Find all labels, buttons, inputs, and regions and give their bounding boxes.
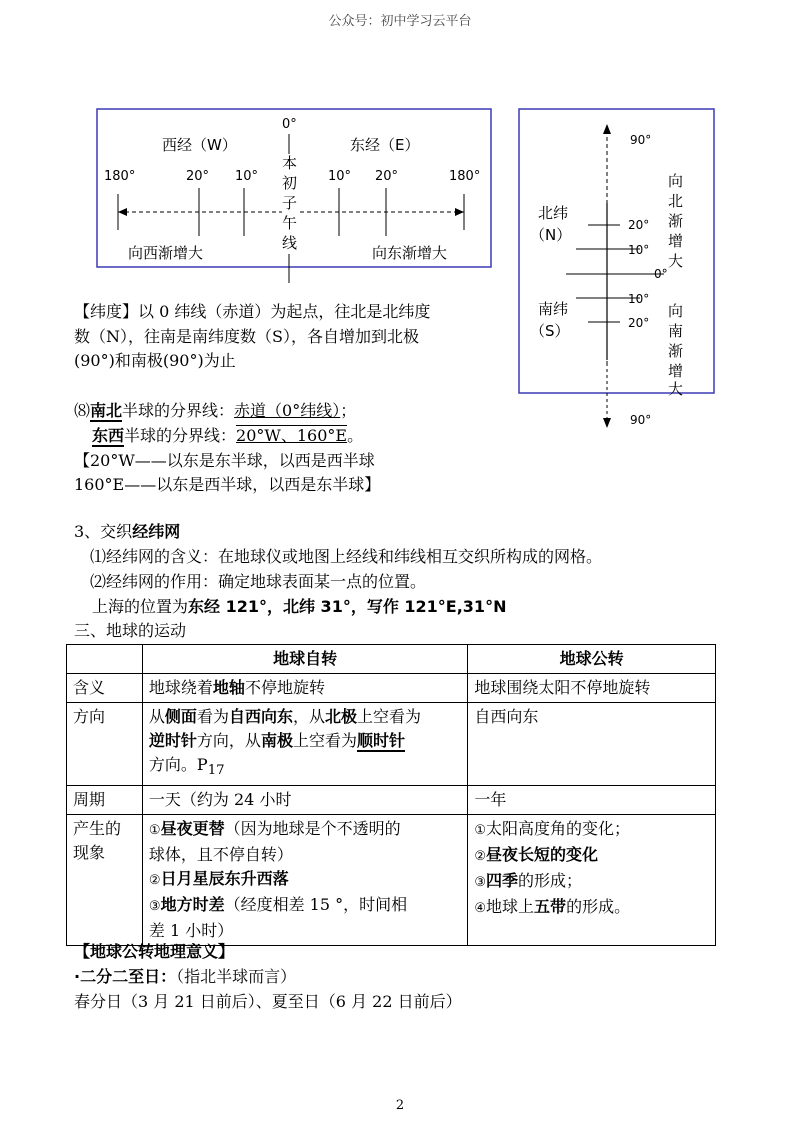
cell-bold: 自西向东 <box>228 707 293 726</box>
cell-bold: 地轴 <box>212 678 245 697</box>
tick-label: 180° <box>449 169 481 184</box>
ns-value: 赤道（0°纬线） <box>234 401 341 420</box>
table-row <box>67 674 716 703</box>
subtitle-text: （指北半球而言） <box>176 967 297 986</box>
ns-end: ； <box>340 401 357 420</box>
page-header: 公众号：初中学习云平台 <box>328 14 472 29</box>
cell-text: 地球绕着 <box>148 678 213 697</box>
cell-text: 的形成； <box>518 871 583 891</box>
table-row <box>67 786 716 815</box>
ns-text: 半球的分界线： <box>122 401 235 420</box>
cell-text: 的形成。 <box>566 897 631 917</box>
grid-section-title <box>74 520 180 544</box>
tick-label: 20° <box>628 218 650 232</box>
cell-bold: 侧面 <box>164 707 197 726</box>
hemisphere-note: 160°E——以东是西半球，以西是东半球】 <box>74 475 381 494</box>
north-increase-char: 渐 <box>668 212 684 230</box>
grid-item: ⑵经纬网的作用：确定地球表面某一点的位置。 <box>90 572 427 591</box>
circled-number: ③ <box>474 875 487 891</box>
north-increase-char: 北 <box>668 192 684 210</box>
revolution-cell <box>468 815 716 946</box>
label-line: 现象 <box>73 843 106 863</box>
circled-number: ② <box>474 849 487 865</box>
motion-heading: 三、地球的运动 <box>74 621 187 640</box>
cell-bold: 地方时差 <box>160 895 225 915</box>
solstice-dates: 春分日（3 月 21 日前后）、夏至日（6 月 22 日前后） <box>74 992 462 1011</box>
item-number: ⑻ <box>74 401 91 420</box>
tick-label: 10° <box>628 292 650 306</box>
cell-text: 方向，从 <box>196 731 261 750</box>
top-90-label: 90° <box>630 133 652 147</box>
table-row <box>67 703 716 786</box>
cell-text: 从 <box>148 707 165 726</box>
example-prefix: 上海的位置为 <box>92 597 189 616</box>
cell-text: 不停地旋转 <box>244 678 325 697</box>
longitude-diagram <box>96 108 492 284</box>
example-bold: 东经 121°，北纬 31°，写作 121°E,31°N <box>188 597 507 616</box>
table-row <box>67 815 716 946</box>
row-label <box>67 815 143 946</box>
ew-hemisphere-line <box>92 424 363 448</box>
ew-value: 20°W、160°E <box>236 426 348 445</box>
rotation-cell <box>142 674 467 703</box>
cell-bold: 四季 <box>486 871 519 891</box>
circled-number: ① <box>148 823 161 839</box>
meridian-char: 子 <box>282 194 298 212</box>
latitude-diagram <box>518 108 716 438</box>
south-increase-char: 向 <box>668 302 684 320</box>
cell-bold: 北极 <box>324 707 357 726</box>
cell-text: 上空看为 <box>292 731 357 750</box>
page-subscript: 17 <box>207 763 225 779</box>
west-longitude-label: 西经（W） <box>162 136 237 154</box>
latitude-note-line: 数（N），往南是南纬度数（S），各自增加到北极 <box>74 327 419 346</box>
cell-bold: 顺时针 <box>356 731 405 750</box>
rotation-cell <box>142 703 467 786</box>
empty-header-cell <box>67 645 143 674</box>
meridian-char: 午 <box>282 214 298 232</box>
south-latitude-label: 南纬 <box>538 300 569 318</box>
zero-meridian-label: 0° <box>282 117 297 132</box>
cell-bold: 日月星辰东升西落 <box>160 869 289 889</box>
revolution-header: 地球公转 <box>468 645 716 674</box>
circled-number: ① <box>474 823 487 839</box>
cell-text: （经度相差 15 °，时间相 <box>224 895 408 915</box>
tick-label: 20° <box>628 316 650 330</box>
label-line: 产生的 <box>73 819 122 839</box>
north-code-label: （N） <box>530 226 572 244</box>
cell-text: （因为地球是个不透明的 <box>224 819 401 839</box>
cell-text: 上空看为 <box>357 707 422 726</box>
meridian-char: 线 <box>282 234 298 252</box>
grid-item: ⑴经纬网的含义：在地球仪或地图上经线和纬线相互交织所构成的网格。 <box>90 547 603 566</box>
cell-text: ，从 <box>292 707 325 726</box>
south-increase-char: 南 <box>668 322 684 340</box>
revolution-cell: 一年 <box>468 786 716 815</box>
cell-text: 方向。P <box>148 755 208 774</box>
tick-label: 20° <box>375 169 399 184</box>
row-label: 周期 <box>67 786 143 815</box>
shanghai-example <box>92 595 506 619</box>
cell-bold: 五带 <box>534 897 567 917</box>
cell-bold: 昼夜长短的变化 <box>486 845 599 865</box>
cell-text: 看为 <box>196 707 229 726</box>
revolution-cell: 地球围绕太阳不停地旋转 <box>468 674 716 703</box>
cell-text: 地球上 <box>486 897 535 917</box>
ew-text: 半球的分界线： <box>124 426 237 445</box>
tick-label: 10° <box>328 169 352 184</box>
north-increase-char: 增 <box>668 232 684 250</box>
cell-text: 太阳高度角的变化； <box>486 819 631 839</box>
tick-label: 20° <box>186 169 210 184</box>
tick-label: 180° <box>104 169 136 184</box>
revolution-meaning-title: 【地球公转地理意义】 <box>74 942 235 961</box>
cell-text: 球体，且不停自转） <box>148 845 293 865</box>
ns-term: 南北 <box>90 401 123 420</box>
title-bold: 经纬网 <box>132 522 181 541</box>
north-increase-char: 向 <box>668 172 684 190</box>
north-increase-char: 大 <box>668 252 684 270</box>
rotation-header: 地球自转 <box>142 645 467 674</box>
earth-motion-table <box>66 644 716 946</box>
cell-bold: 昼夜更替 <box>160 819 225 839</box>
latitude-note-line: (90°)和南极(90°)为止 <box>74 351 236 370</box>
row-label: 方向 <box>67 703 143 786</box>
rotation-cell: 一天（约为 24 小时 <box>142 786 467 815</box>
bottom-90-label: 90° <box>630 413 652 427</box>
meridian-char: 本 <box>282 154 298 172</box>
title-prefix: 3、交织 <box>74 522 133 541</box>
west-increase-label: 向西渐增大 <box>128 244 204 262</box>
tick-label: 10° <box>235 169 259 184</box>
table-header-row <box>67 645 716 674</box>
south-code-label: （S） <box>530 322 570 340</box>
circled-number: ② <box>148 873 161 889</box>
south-increase-char: 渐 <box>668 342 684 360</box>
south-increase-char: 大 <box>668 380 684 398</box>
tick-label: 0° <box>654 267 668 281</box>
cell-text: 差 1 小时） <box>148 921 234 941</box>
circled-number: ④ <box>474 901 487 917</box>
ns-hemisphere-line <box>74 399 356 423</box>
subtitle-bold: ·二分二至日： <box>74 967 177 986</box>
page-number: 2 <box>395 1098 405 1113</box>
tick-label: 10° <box>628 243 650 257</box>
solstice-subtitle <box>74 965 296 989</box>
east-increase-label: 向东渐增大 <box>372 244 448 262</box>
row-label: 含义 <box>67 674 143 703</box>
meridian-char: 初 <box>282 174 298 192</box>
east-longitude-label: 东经（E） <box>350 136 420 154</box>
hemisphere-note: 【20°W——以东是东半球，以西是西半球 <box>74 451 375 470</box>
north-latitude-label: 北纬 <box>538 204 569 222</box>
cell-bold: 南极 <box>260 731 293 750</box>
south-increase-char: 增 <box>668 362 684 380</box>
ew-end: 。 <box>347 426 364 445</box>
cell-bold: 逆时针 <box>148 731 197 750</box>
revolution-cell: 自西向东 <box>468 703 716 786</box>
latitude-note-line: 【纬度】以 0 纬线（赤道）为起点，往北是北纬度 <box>74 302 431 321</box>
rotation-cell <box>142 815 467 946</box>
ew-term: 东西 <box>92 426 125 445</box>
circled-number: ③ <box>148 899 161 915</box>
